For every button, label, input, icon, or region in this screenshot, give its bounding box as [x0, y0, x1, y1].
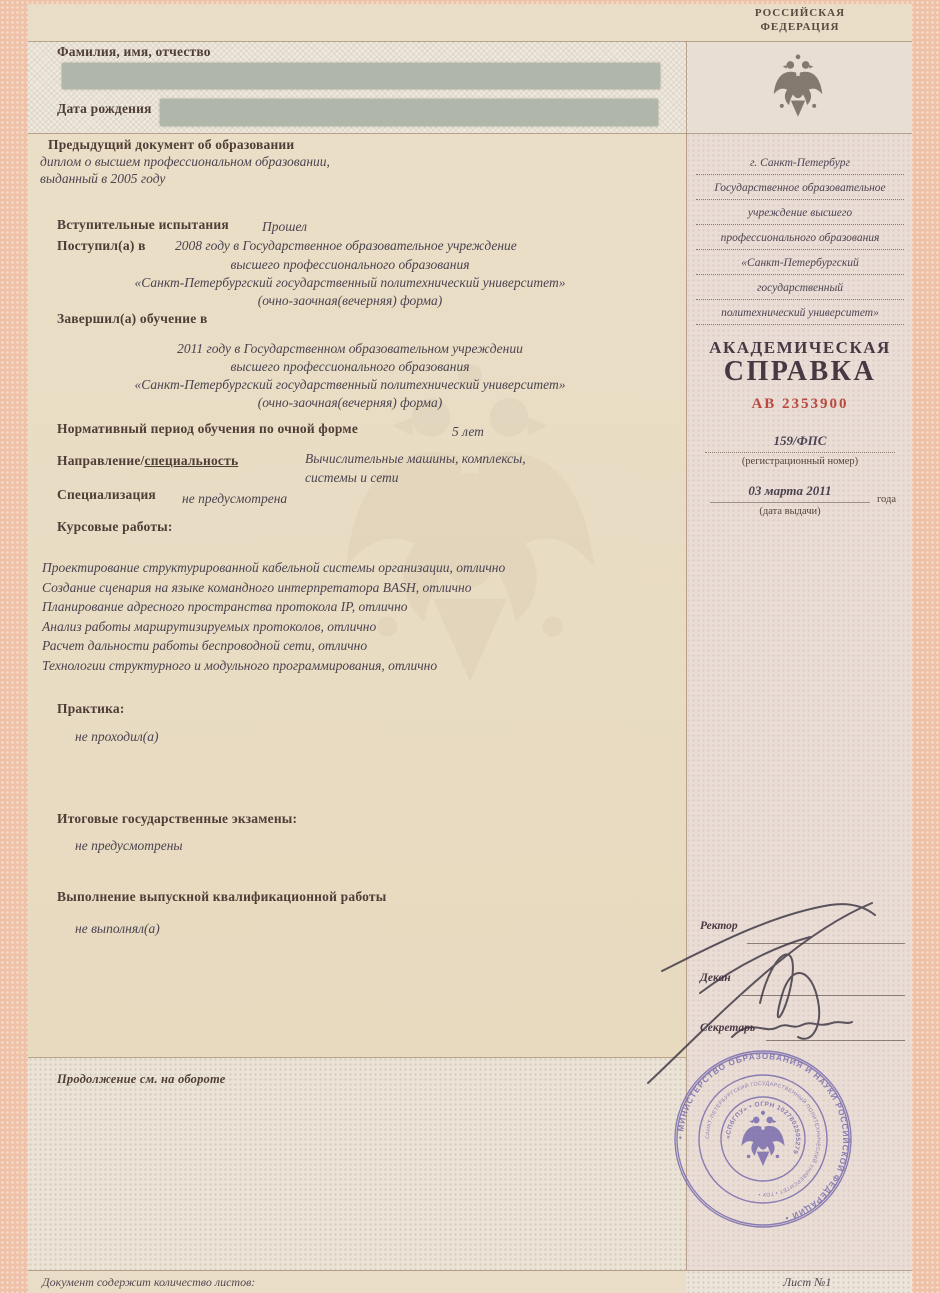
dean-label: Декан: [700, 972, 731, 984]
enrolled-line1: 2008 году в Государственное образовательное учреждение: [175, 238, 517, 253]
rector-label: Ректор: [700, 920, 738, 932]
completed-label: Завершил(а) обучение в: [57, 311, 208, 326]
specialization-label: Специализация: [57, 487, 156, 502]
previous-doc-value2: выданный в 2005 году: [40, 171, 166, 186]
country-header: [688, 6, 912, 34]
state-exams-label: Итоговые государственные экзамены:: [57, 811, 298, 826]
rule-fields-bottom: [28, 133, 912, 134]
state-exams-value: не предусмотрены: [75, 838, 183, 853]
country-line2: ФЕДЕРАЦИЯ: [760, 21, 840, 33]
completed-line4: (очно-заочная(вечерняя) форма): [257, 395, 443, 410]
footer-doc-contains: Документ содержит количество листов:: [42, 1275, 256, 1289]
institution-line: «Санкт-Петербургский: [696, 250, 904, 275]
completed-block: [40, 340, 660, 412]
birth-value-redacted: [160, 99, 658, 126]
coursework-item: Создание сценария на языке командного интерпретатора BASH, отлично: [42, 579, 472, 595]
coursework-list: [42, 558, 505, 675]
direction-value2: системы и сети: [305, 470, 399, 485]
direction-label-main: Направление/: [57, 453, 145, 468]
secretary-label: Секретарь: [700, 1022, 756, 1034]
completed-line1: 2011 году в Государственном образовательном учреждении: [177, 341, 523, 356]
practice-label: Практика:: [57, 701, 125, 716]
institution-line: политехнический университет»: [696, 300, 904, 325]
institution-line: Государственное образовательное: [696, 175, 904, 200]
name-label: Фамилия, имя, отчество: [57, 44, 211, 59]
qualification-value: не выполнял(а): [75, 921, 160, 936]
reg-number: 159/ФПС: [773, 433, 827, 448]
reg-number-row: [705, 432, 895, 453]
rule-bottom: [28, 1270, 912, 1271]
coursework-item: Технологии структурного и модульного программирования, отлично: [42, 657, 438, 673]
coursework-item: Анализ работы маршрутизируемых протоколов, отлично: [42, 618, 377, 634]
cert-title1: АКАДЕМИЧЕСКАЯ: [709, 338, 891, 357]
enrolled-line3: «Санкт-Петербургский государственный политехнический университет»: [134, 275, 566, 290]
reg-caption: (регистрационный номер): [741, 456, 859, 467]
direction-label: [57, 453, 238, 469]
completed-line2: высшего профессионального образования: [230, 359, 470, 374]
ministry-stamp: [672, 1048, 854, 1230]
completed-line3: «Санкт-Петербургский государственный политехнический университет»: [134, 377, 566, 392]
coursework-item: Проектирование структурированной кабельной системы организации, отлично: [42, 560, 506, 575]
continuation-note: Продолжение см. на обороте: [57, 1072, 226, 1086]
qualification-label: Выполнение выпускной квалификационной работы: [57, 889, 387, 904]
enrolled-line4: (очно-заочная(вечерняя) форма): [257, 293, 443, 308]
institution-line: профессионального образования: [696, 225, 904, 250]
enrolled-label: Поступил(а) в: [57, 238, 146, 253]
coat-of-arms-icon: [771, 46, 825, 128]
rule-top: [28, 41, 912, 42]
specialization-value: не предусмотрена: [182, 491, 288, 506]
coursework-label: Курсовые работы:: [57, 519, 173, 534]
coursework-item: Расчет дальности работы беспроводной сети, отлично: [42, 638, 368, 653]
name-value-redacted: [62, 63, 660, 89]
institution-line: учреждение высшего: [696, 200, 904, 225]
direction-value1: Вычислительные машины, комплексы,: [305, 451, 526, 466]
enrolled-block: [40, 256, 660, 310]
cert-serial: АВ 2353900: [751, 396, 849, 412]
institution-line: государственный: [696, 275, 904, 300]
issue-year-suffix: года: [877, 494, 896, 505]
enrolled-line2: высшего профессионального образования: [230, 257, 470, 272]
issue-caption: (дата выдачи): [759, 506, 821, 517]
entrance-value: Прошел: [262, 219, 307, 234]
institution-block: [688, 150, 912, 325]
country-line1: РОССИЙСКАЯ: [754, 7, 846, 19]
lower-left-band: [28, 1057, 686, 1270]
previous-doc-value1: диплом о высшем профессиональном образовании,: [40, 154, 330, 169]
issue-date-row: [710, 482, 870, 503]
issue-date: 03 марта 2011: [748, 483, 832, 498]
stamp-middle-text: САНКТ-ПЕТЕРБУРГСКИЙ ГОСУДАРСТВЕННЫЙ ПОЛИТЕХНИЧЕСКИЙ УНИВЕРСИТЕТ • ГОУ •: [704, 1080, 822, 1198]
rule-lower-left: [28, 1057, 686, 1058]
stamp-inner-text: «СПбГПУ» • ОГРН 1027802505279: [724, 1100, 802, 1156]
entrance-label: Вступительные испытания: [57, 217, 229, 232]
direction-label-sub: специальность: [144, 453, 239, 468]
cert-title2: СПРАВКА: [723, 356, 877, 387]
birth-label: Дата рождения: [57, 101, 152, 116]
normative-value: 5 лет: [452, 424, 484, 439]
previous-doc-label: Предыдущий документ об образовании: [48, 137, 295, 152]
footer-sheet-no: Лист №1: [783, 1275, 832, 1289]
stamp-outer-text: • МИНИСТЕРСТВО ОБРАЗОВАНИЯ И НАУКИ РОССИЙСКОЙ ФЕДЕРАЦИИ •: [675, 1051, 851, 1223]
practice-value: не проходил(а): [75, 729, 159, 744]
institution-city: г. Санкт-Петербург: [696, 150, 904, 175]
normative-label: Нормативный период обучения по очной форме: [57, 421, 359, 436]
coursework-item: Планирование адресного пространства протокола IP, отлично: [42, 599, 408, 614]
